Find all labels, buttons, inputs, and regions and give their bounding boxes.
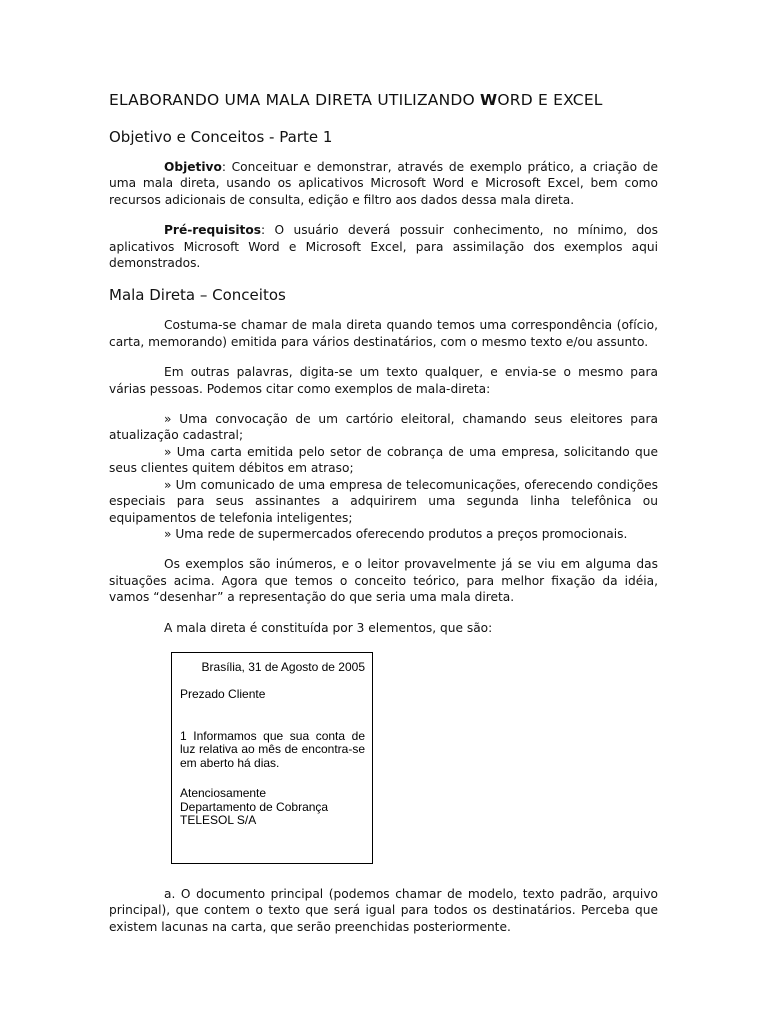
letter-closing-line: Atenciosamente (180, 786, 267, 801)
letter-body: 1 Informamos que sua conta de luz relativa ao mês de encontra-se em aberto há dias. (180, 728, 365, 770)
prereq-text: : O usuário deverá possuir conhecimento, no mínimo, dos aplicativos Microsoft Word e Microsoft Excel, para assimilação dos exemplos aqui demonstrados. (109, 223, 658, 271)
document-page (109, 90, 658, 949)
conceitos-paragraph-2: Em outras palavras, digita-se um texto qualquer, e envia-se o mesmo para várias pessoas. Podemos citar como exemplos de mala-direta: (109, 365, 658, 396)
section-heading-objetivo: Objetivo e Conceitos - Parte 1 (109, 128, 333, 146)
list-item: » Um comunicado de uma empresa de telecomunicações, oferecendo condições especiais para seus assinantes a adquirirem uma segunda linha telefônica ou equipamentos de telefonia inteligentes; (109, 477, 658, 525)
title-part-2: ORD E EXCEL (497, 91, 603, 109)
title-part-1: ELABORANDO UMA MALA DIRETA UTILIZANDO (109, 91, 481, 109)
objetivo-paragraph (109, 159, 658, 208)
list-item: » Uma carta emitida pelo setor de cobrança de uma empresa, solicitando que seus clientes quitem débitos em atraso; (109, 444, 658, 476)
document-principal-paragraph: a. O documento principal (podemos chamar de modelo, texto padrão, arquivo principal), que contem o texto que será igual para todos os destinatários. Perceba que existem lacunas na carta, que serão preenchidas posteriormente. (109, 886, 658, 934)
conceitos-paragraph-3: Os exemplos são inúmeros, e o leitor provavelmente já se viu em alguma das situações acima. Agora que temos o conceito teórico, para melhor fixação da idéia, vamos “desenhar” a representação do que seria uma mala direta. (109, 557, 658, 605)
letter-greeting: Prezado Cliente (180, 687, 266, 702)
letter-closing (180, 787, 365, 828)
letter-closing-line: Departamento de Cobrança (180, 799, 329, 814)
objetivo-label: Objetivo (164, 160, 222, 174)
letter-closing-line: TELESOL S/A (180, 813, 257, 828)
section-heading-conceitos: Mala Direta – Conceitos (109, 286, 286, 305)
sample-letter-box (171, 652, 373, 864)
list-item: » Uma convocação de um cartório eleitoral, chamando seus eleitores para atualização cadastral; (109, 412, 658, 443)
letter-date: Brasília, 31 de Agosto de 2005 (201, 659, 365, 674)
conceitos-paragraph-1: Costuma-se chamar de mala direta quando temos uma correspondência (ofício, carta, memorando) emitida para vários destinatários, com o mesmo texto e/ou assunto. (109, 318, 658, 349)
examples-list (109, 411, 658, 542)
prereq-label: Pré-requisitos (164, 223, 262, 238)
list-item: » Uma rede de supermercados oferecendo produtos a preços promocionais. (164, 526, 628, 541)
objetivo-text: : Conceituar e demonstrar, através de exemplo prático, a criação de uma mala direta, usando os aplicativos Microsoft Word e Microsoft Excel, bem como recursos adicionais de consulta, edição e filtro aos dados dessa mala direta. (109, 160, 658, 207)
title-bold-w: W (480, 91, 498, 109)
prereq-paragraph (109, 222, 658, 271)
conceitos-paragraph-4: A mala direta é constituída por 3 elementos, que são: (164, 620, 493, 635)
document-title (109, 90, 658, 110)
